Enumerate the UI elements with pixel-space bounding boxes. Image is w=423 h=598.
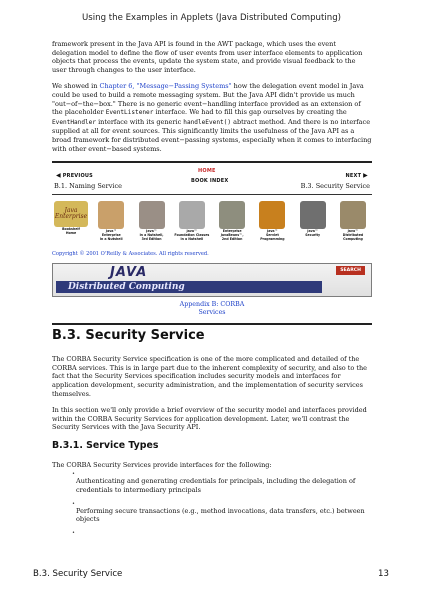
page-number: 13 <box>378 569 389 579</box>
intro-text-5: abtract method. And there is no interface supplied at all for event sources. This significantly limits the usefulness of the Java API as a broad framework for distributed event−passing systems, especially when it comes to interfacing with other event−based systems. <box>52 117 372 153</box>
book-cover-image <box>340 201 366 229</box>
intro-paragraph-2 <box>52 82 372 153</box>
book-java-security[interactable] <box>294 201 332 249</box>
book-label: Java™ Security <box>305 229 321 237</box>
book-java-servlet[interactable] <box>253 201 291 249</box>
footer-section-name: B.3. Security Service <box>33 569 123 579</box>
book-java-in-a-nutshell[interactable] <box>133 201 171 249</box>
logo-enterprise-text: Enterprise <box>54 213 88 221</box>
section-paragraph-1: The CORBA Security Service specification is one of the more complicated and detailed of the CORBA services. This is in large part due to the inherent complexity of security, and also to the fact that the Security Services specification includes security models and interfaces for application development, security administration, and the implementation of security services themselves. <box>52 355 368 398</box>
eventhandler-code: EventHandler <box>52 118 97 126</box>
copyright-notice <box>52 251 372 257</box>
appendix-link-line-2: Services <box>198 309 226 317</box>
home-button[interactable]: HOME <box>198 168 216 175</box>
intro-paragraph-1: framework present in the Java API is found in the AWT package, which uses the event delegation model to define the flow of user events from user interface elements to application objects that process the events, update the system state, and provide visual feedback to the user through changes to the user interface. <box>52 40 363 74</box>
banner-java-title: JAVA <box>110 265 148 281</box>
java-enterprise-logo <box>54 201 88 227</box>
bookshelf-strip <box>52 199 372 249</box>
section-paragraph-2: In this section we'll only provide a brief overview of the security model and interfaces provided within the CORBA Security Services for application development. Later, we'll contrast the Security Services with the Java Security API. <box>52 406 367 432</box>
search-button[interactable]: SEARCH <box>336 266 365 275</box>
book-cover-image <box>259 201 285 229</box>
intro-text-1: We showed in <box>52 82 100 91</box>
bullet-icon: • <box>72 529 75 536</box>
book-label: Java™ in a Nutshell, 3rd Edition <box>139 229 164 241</box>
intro-text-4: interface with its generic <box>96 117 184 126</box>
book-label: Java™ Distributed Computing <box>342 229 364 241</box>
arrow-right-icon: ▶ <box>363 172 368 180</box>
next-section-link[interactable]: B.3. Security Service <box>300 182 370 191</box>
service-list <box>52 471 372 536</box>
appendix-link[interactable] <box>52 301 372 317</box>
list-item <box>52 471 372 495</box>
book-label: Java™ Servlet Programming <box>260 229 285 241</box>
previous-label: PREVIOUS <box>62 173 93 180</box>
previous-section-link[interactable]: B.1. Naming Service <box>54 182 122 191</box>
bullet-icon: • <box>72 500 75 507</box>
copyright-link[interactable]: Copyright © 2001 O'Reilly & Associates. All rights reserved. <box>52 251 209 258</box>
book-cover-image <box>219 201 245 229</box>
logo-java-text: Java <box>64 207 78 215</box>
next-label: NEXT <box>345 173 362 180</box>
book-java-distributed-computing[interactable] <box>334 201 372 249</box>
eventlistener-code: EventListener <box>105 109 154 117</box>
handleevent-code: handleEvent() <box>183 118 231 126</box>
intro-text-2: how the delegation event model in Java could be used to build a remote messaging system. But the Java API didn't provide us much "out−of−the−box." There is no generic event−handling interface provided as an extension of the placeholder <box>52 82 364 117</box>
book-label: Bookshelf Home <box>62 227 80 235</box>
divider <box>52 323 372 325</box>
book-label: Enterprise JavaBeans™, 2nd Edition <box>220 229 244 241</box>
chapter-6-link[interactable]: Chapter 6, "Message−Passing Systems" <box>99 82 232 91</box>
running-head: Using the Examples in Applets (Java Distributed Computing) <box>81 13 342 23</box>
book-cover-image <box>300 201 326 229</box>
subsection-title: B.3.1. Service Types <box>52 439 159 451</box>
previous-button[interactable] <box>56 172 93 179</box>
page-content <box>52 40 372 536</box>
arrow-left-icon: ◀ <box>56 172 61 180</box>
section-title: B.3. Security Service <box>52 328 205 344</box>
book-enterprise-javabeans[interactable] <box>213 201 251 249</box>
divider <box>52 161 372 163</box>
intro-text-3: interface. We had to fill this gap ourselves by creating the <box>153 108 347 117</box>
book-label: Java™ Foundation Classes in a Nutshell <box>174 229 210 241</box>
book-cover-image <box>98 201 124 229</box>
book-index-button[interactable]: BOOK INDEX <box>191 178 229 185</box>
book-cover-image <box>179 201 205 229</box>
book-cover-image <box>139 201 165 229</box>
book-jfc-nutshell[interactable] <box>173 201 211 249</box>
book-java-enterprise-nutshell[interactable] <box>92 201 130 249</box>
book-label: Java™ Enterprise in a Nutshell <box>99 229 123 241</box>
subsection-intro: The CORBA Security Services provide interfaces for the following: <box>52 460 272 469</box>
navigation-bar <box>52 166 372 190</box>
list-item <box>52 500 372 524</box>
banner-subtitle: Distributed Computing <box>56 281 322 293</box>
divider <box>52 194 372 195</box>
appendix-link-line-1: Appendix B: CORBA <box>179 301 245 309</box>
list-item-text: Authenticating and generating credentials for principals, including the delegation of credentials to intermediary principals <box>76 477 356 495</box>
next-button[interactable] <box>346 172 368 179</box>
book-banner <box>52 263 372 297</box>
book-bookshelf-home[interactable] <box>52 201 90 249</box>
bullet-icon: • <box>72 471 75 478</box>
list-item-text: Performing secure transactions (e.g., method invocations, data transfers, etc.) between objects <box>76 506 365 524</box>
